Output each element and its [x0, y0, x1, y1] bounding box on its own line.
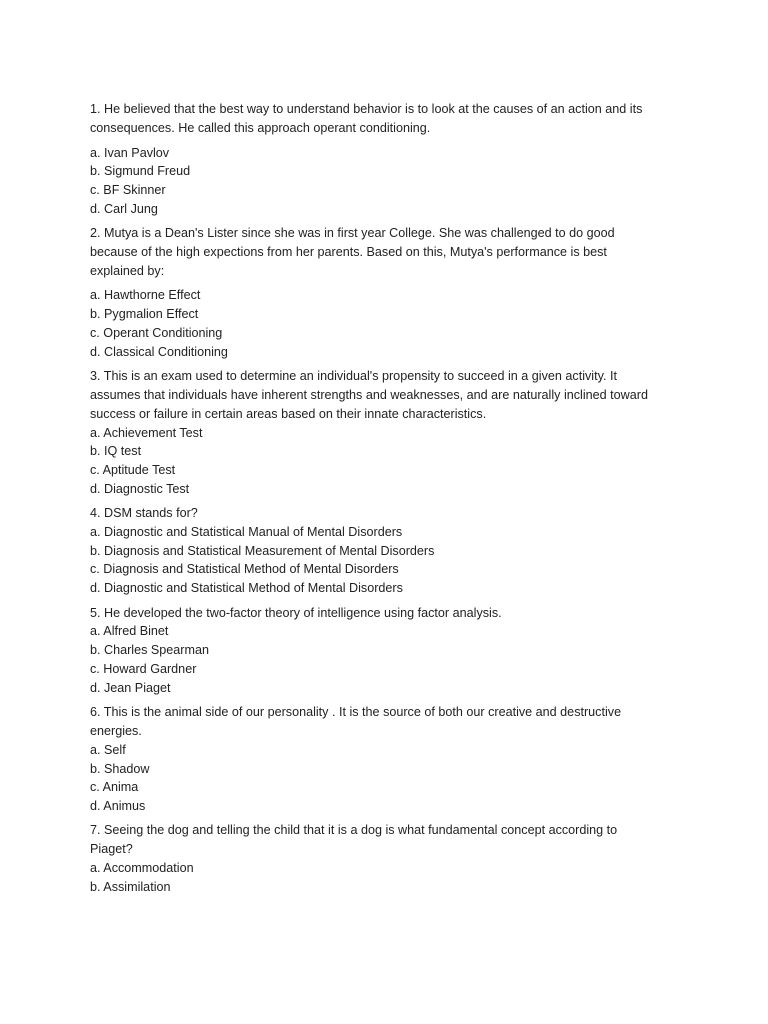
question-1-option-b: b. Sigmund Freud — [90, 164, 191, 178]
question-4-option-c: c. Diagnosis and Statistical Method of Mental Disorders — [90, 562, 399, 576]
question-2-stem-line-1: 2. Mutya is a Dean's Lister since she was in first year College. She was challenged to do good — [90, 226, 615, 240]
question-3-stem-line-1: 3. This is an exam used to determine an individual's propensity to succeed in a given activity. It — [90, 369, 617, 383]
question-7-stem-line-2: Piaget? — [90, 842, 133, 856]
question-2-option-d: d. Classical Conditioning — [90, 345, 228, 359]
question-5-option-a: a. Alfred Binet — [90, 624, 169, 638]
question-4-option-a: a. Diagnostic and Statistical Manual of Mental Disorders — [90, 525, 403, 539]
question-4-stem-line-1: 4. DSM stands for? — [90, 506, 198, 520]
question-4-option-b: b. Diagnosis and Statistical Measurement of Mental Disorders — [90, 544, 435, 558]
question-5-option-d: d. Jean Piaget — [90, 681, 171, 695]
question-3-stem-line-3: success or failure in certain areas based on their innate characteristics. — [90, 407, 487, 421]
question-7-option-a: a. Accommodation — [90, 861, 194, 875]
question-6-stem-line-2: energies. — [90, 724, 142, 738]
question-1-stem-line-2: consequences. He called this approach operant conditioning. — [90, 121, 431, 135]
question-6-option-c: c. Anima — [90, 780, 139, 794]
question-1-stem-line-1: 1. He believed that the best way to understand behavior is to look at the causes of an action and its — [90, 102, 643, 116]
question-2-option-c: c. Operant Conditioning — [90, 326, 223, 340]
question-5-option-c: c. Howard Gardner — [90, 662, 197, 676]
question-4-option-d: d. Diagnostic and Statistical Method of Mental Disorders — [90, 581, 403, 595]
question-6-stem-line-1: 6. This is the animal side of our personality . It is the source of both our creative and destructive — [90, 705, 622, 719]
question-1-option-a: a. Ivan Pavlov — [90, 146, 170, 160]
question-7-stem-line-1: 7. Seeing the dog and telling the child that it is a dog is what fundamental concept according to — [90, 823, 618, 837]
question-2-stem-line-2: because of the high expections from her parents. Based on this, Mutya's performance is best — [90, 245, 607, 259]
question-6-option-b: b. Shadow — [90, 762, 150, 776]
question-3-option-a: a. Achievement Test — [90, 426, 203, 440]
question-3-stem-line-2: assumes that individuals have inherent strengths and weaknesses, and are naturally inclined toward — [90, 388, 648, 402]
question-1-option-c: c. BF Skinner — [90, 183, 166, 197]
question-6-option-a: a. Self — [90, 743, 126, 757]
question-5-stem-line-1: 5. He developed the two-factor theory of intelligence using factor analysis. — [90, 606, 502, 620]
question-5-option-b: b. Charles Spearman — [90, 643, 210, 657]
question-3-option-c: c. Aptitude Test — [90, 463, 176, 477]
question-7-option-b: b. Assimilation — [90, 880, 171, 894]
question-2-option-a: a. Hawthorne Effect — [90, 288, 201, 302]
question-3-option-d: d. Diagnostic Test — [90, 482, 190, 496]
question-6-option-d: d. Animus — [90, 799, 146, 813]
question-3-option-b: b. IQ test — [90, 444, 142, 458]
question-1-option-d: d. Carl Jung — [90, 202, 158, 216]
question-2-option-b: b. Pygmalion Effect — [90, 307, 199, 321]
question-2-stem-line-3: explained by: — [90, 264, 165, 278]
